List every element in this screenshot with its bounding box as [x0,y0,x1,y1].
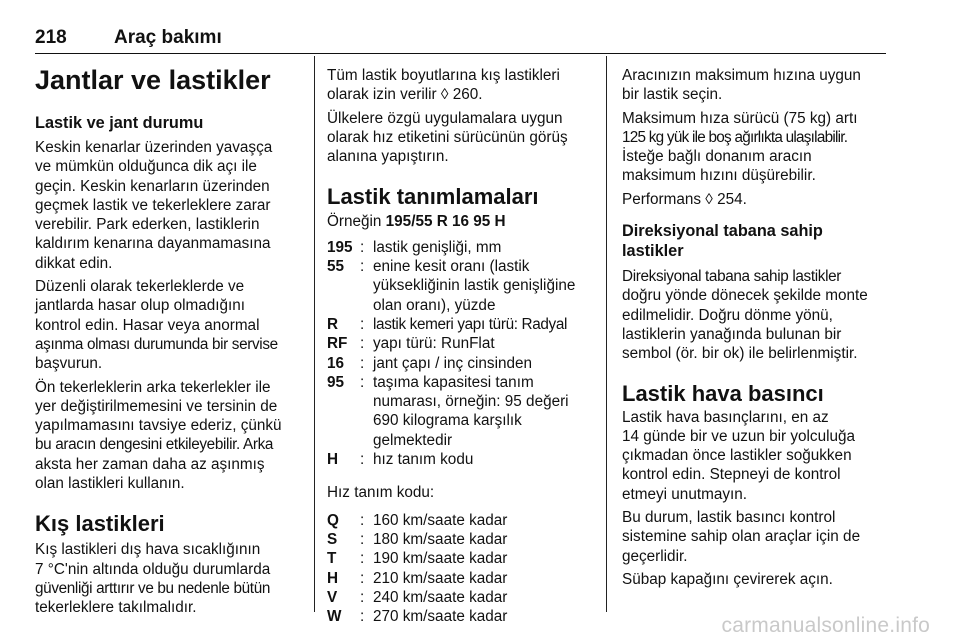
paragraph: Keskin kenarlar üzerinden yavaşça ve mümkün olduğunca dik açı ile geçin. Keskin kenarların üzerinden geçmek lastik ve tekerleklere zarar verebilir. Park ederken, lastiklerin kaldırım kenarına dayanmamasına dikkat edin. [35,139,273,272]
paragraph: Düzenli olarak tekerleklerde ve jantlarda hasar olup olmadığını kontrol edin. Hasar veya anormal aşınma olması durumunda bir servise başvurun. [35,278,278,373]
definition-row: 16 : jant çapı / inç cinsinden [327,354,533,372]
speed-code-row: T : 190 km/saate kadar [327,550,508,568]
page-number: 218 [35,27,67,48]
speed-code-row: S : 180 km/saate kadar [327,530,508,548]
paragraph: Tüm lastik boyutlarına kış lastikleri olarak izin verilir ◊ 260. [327,67,560,104]
definition-row: RF : yapı türü: RunFlat [327,335,495,353]
paragraph: Lastik hava basınçlarını, en az 14 günde bir ve uzun bir yolculuğa çıkmadan önce lastikler soğukken kontrol edin. Stepneyi de kontrol etmeyi unutmayın. [622,408,856,503]
paragraph: Ülkelere özgü uygulamalara uygun olarak hız etiketini sürücünün görüş alanına yapıştırın. [327,109,568,166]
paragraph: Maksimum hıza sürücü (75 kg) artı 125 kg yük ile boş ağırlıkta ulaşılabilir. İsteğe bağlı donanım aracın maksimum hızını düşürebilir. [622,109,858,185]
watermark: carmanualsonline.info [721,614,930,637]
heading-tyre-pressure: Lastik hava basıncı [622,380,824,406]
paragraph: Direksiyonal tabana sahip lastikler doğru yönde dönecek şekilde monte edilmelidir. Doğru dönme yönü, lastiklerin yanağında bulunan bir sembol (ör. bir ok) ile belirlenmiştir. [622,268,868,363]
column-3 [622,56,892,593]
paragraph: Performans ◊ 254. [622,190,747,208]
column-2 [327,56,593,633]
speed-code-row: H : 210 km/saate kadar [327,569,508,587]
speed-code-row: W : 270 km/saate kadar [327,608,508,626]
speed-code-row: Q : 160 km/saate kadar [327,511,508,529]
definition-row: 55 : enine kesit oranı (lastik yüksekliğinin lastik genişliğine olan oranı), yüzde [327,258,576,314]
paragraph: Ön tekerleklerin arka tekerlekler ile yer değiştirilmemesini ve tersinin de yapılmamasını tavsiye ederiz, çünkü bu aracın dengesini etkileyebilir. Arka aksta her zaman daha az aşınmış olan lastikleri kullanın. [35,378,282,493]
paragraph: Bu durum, lastik basıncı kontrol sistemine sahip olan araçlar için de geçerlidir. [622,509,861,565]
heading-tyre-designations: Lastik tanımlamaları [327,184,539,210]
subheading-condition: Lastik ve jant durumu [35,114,204,132]
definition-row: R : lastik kemeri yapı türü: Radyal [327,315,568,333]
page-header [35,27,886,54]
paragraph: Kış lastikleri dış hava sıcaklığının 7 °C'nin altında olduğu durumlarda güvenliği arttırır ve bu nedenle bütün tekerleklere takılmalıdır. [35,541,271,617]
section-title: Jantlar ve lastikler [35,65,271,95]
paragraph: Aracınızın maksimum hızına uygun bir lastik seçin. [622,67,861,104]
example-code: 195/55 R 16 95 H [385,213,506,231]
definition-list [327,238,593,470]
chapter-title: Araç bakımı [114,27,222,48]
paragraph: Sübap kapağını çevirerek açın. [622,570,833,588]
definition-row: 95 : taşıma kapasitesi tanım numarası, örneğin: 95 değeri 690 kilograma karşılık gelmektedir [327,373,569,449]
column-divider [606,56,607,612]
heading-directional-tyres: Direksiyonal tabana sahip lastikler [622,222,823,261]
definition-row: 195 : lastik genişliği, mm [327,238,502,256]
speed-code-list [327,511,593,627]
example-line: Örneğin 195/55 R 16 95 H [327,213,506,231]
heading-winter-tyres: Kış lastikleri [35,511,165,537]
column-1 [35,56,303,622]
speed-code-intro: Hız tanım kodu: [327,484,435,502]
speed-code-row: V : 240 km/saate kadar [327,588,508,606]
column-divider [314,56,315,612]
definition-row: H : hız tanım kodu [327,451,474,469]
